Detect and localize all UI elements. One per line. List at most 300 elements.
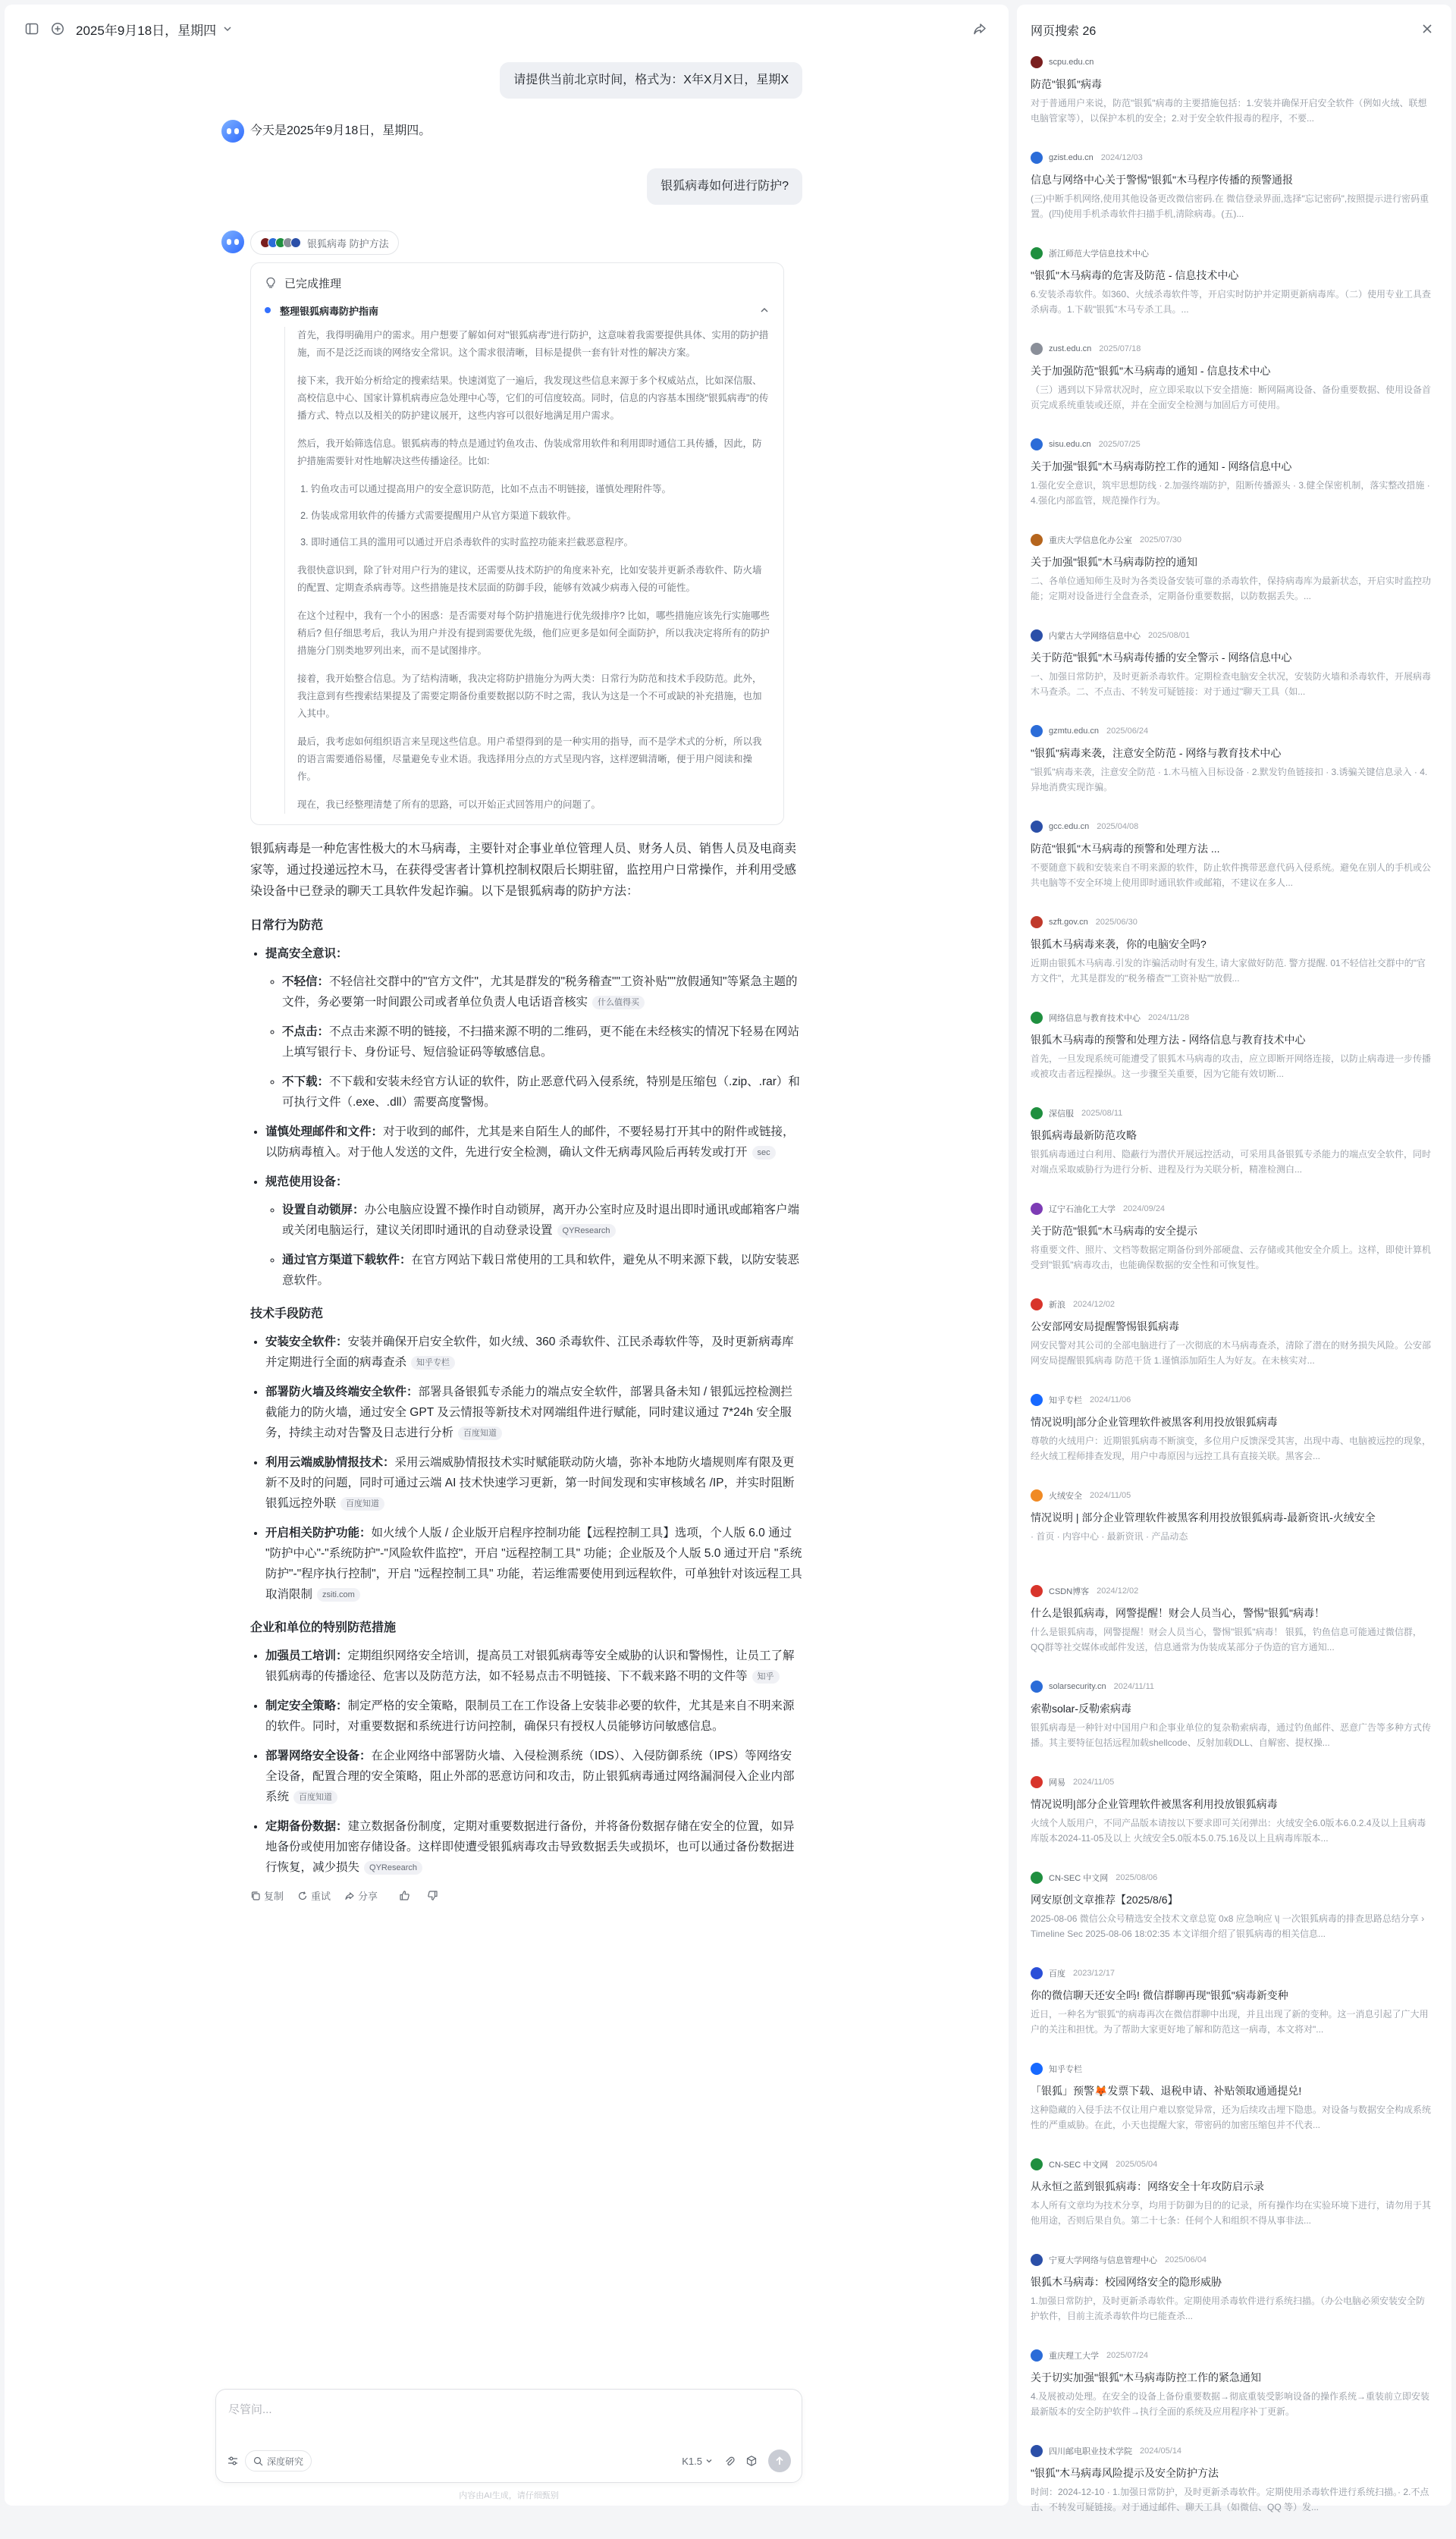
result-date: 2025/07/18 [1099,344,1141,353]
copy-button[interactable] [250,1888,284,1903]
reasoning-paragraph: 首先，我得明确用户的需求。用户想要了解如何对"银狐病毒"进行防护，这意味着我需要提供具体、实用的防护措施，而不是泛泛而谈的网络安全常识。这个需求很清晰，目标是提供一套有针对性的解决方案。 [297,330,769,358]
source-tag[interactable]: zsiti.com [317,1588,360,1602]
search-result-item[interactable] [1031,1392,1432,1488]
answer-intro: 银狐病毒是一种危害性极大的木马病毒，主要针对企事业单位管理人员、财务人员、销售人员及电商卖家等，通过投递远控木马，在获得受害者计算机控制权限后长期驻留，监控用户日常操作，并利用受感染设备中已登录的聊天工具软件发起诈骗。以下是银狐病毒的防护方法： [250,843,797,898]
thumbs-down-button[interactable] [427,1890,441,1901]
result-source: 知乎专栏 [1049,1396,1082,1405]
reasoning-step-label: 整理银狐病毒防护指南 [280,305,379,317]
result-source: scpu.edu.cn [1049,58,1094,67]
answer-sublist-item [282,1072,802,1113]
site-favicon-icon [1031,1012,1043,1024]
composer-right-controls [682,2450,791,2472]
result-meta [1031,1775,1432,1790]
answer-list-item [265,1696,802,1737]
result-snippet: 近日，一种名为"银狐"的病毒再次在微信群聊中出现，并且出现了新的变种。这一消息引起了广大用户的关注和担忧。为了帮助大家更好地了解和防范这一病毒，本文将对"... [1031,2009,1429,2035]
result-title[interactable]: 情况说明|部分企业管理软件被黑客利用投放银狐病毒 [1031,1798,1278,1810]
close-icon[interactable] [1420,21,1435,36]
message-thread [217,53,802,1903]
result-source: zust.edu.cn [1049,344,1092,353]
result-meta [1031,2443,1432,2459]
retry-label: 重试 [311,1891,331,1902]
result-title[interactable]: 关于加强"银狐"木马病毒防控工作的通知 - 网络信息中心 [1031,460,1292,472]
answer-sublist [265,1200,802,1291]
reasoning-list-item: 3. 即时通信工具的滥用可以通过开启杀毒软件的实时监控功能来拦截恶意程序。 [311,534,770,551]
result-meta [1031,819,1432,834]
thumbs-down-icon [427,1890,438,1901]
result-meta [1031,1297,1432,1312]
site-favicon-icon [1031,1681,1043,1693]
result-source: solarsecurity.cn [1049,1682,1106,1691]
reasoning-body [284,327,770,814]
result-date: 2024/11/05 [1090,1491,1131,1500]
user-message [217,168,802,205]
item-label: 通过官方渠道下载软件： [282,1254,412,1266]
reasoning-paragraph: 最后，我考虑如何组织语言来呈现这些信息。用户希望得到的是一种实用的指导，而不是学术式的分析，所以我的语言需要通俗易懂，尽量避免专业术语。我选择用分点的方式呈现内容，这样逻辑清晰，便于用户阅读和操作。 [297,736,762,782]
source-tag[interactable]: 百度知道 [293,1790,337,1804]
result-source: 深信服 [1049,1109,1074,1119]
result-source: CSDN博客 [1049,1587,1090,1596]
top-bar [5,5,1009,53]
result-date: 2024/09/24 [1123,1204,1166,1213]
result-snippet: · 首页 · 内容中心 · 最新资讯 · 产品动态 [1031,1531,1188,1542]
result-source: 内蒙古大学网络信息中心 [1049,632,1141,641]
answer-list-item [265,1172,802,1291]
arrow-up-icon [774,2456,785,2466]
result-source: 网络信息与教育技术中心 [1049,1014,1141,1023]
bulb-icon [265,277,277,289]
search-result-item[interactable] [1031,150,1432,246]
answer-list-item [265,1646,802,1687]
site-favicon-icon [1031,1489,1043,1502]
result-title[interactable]: 信息与网络中心关于警惕"银狐"木马程序传播的预警通报 [1031,174,1293,186]
site-favicon-icon [1031,2063,1043,2075]
search-result-item[interactable] [1031,1679,1432,1775]
result-snippet: 本人所有文章均为技术分享，均用于防御为目的的记录，所有操作均在实验环境下进行，请勿用于其他用途，否则后果自负。第二十七条：任何个人和组织不得从事非法... [1031,2200,1432,2226]
cube-icon[interactable] [745,2455,758,2467]
site-favicon-icon [1031,916,1043,928]
answer-list-item [265,1523,802,1605]
result-source: 网易 [1049,1778,1065,1787]
reasoning-list-item: 1. 钓鱼攻击可以通过提高用户的安全意识防范，比如不点击不明链接，谨慎处理附件等。 [311,481,770,498]
answer-list-item [265,1122,802,1163]
chevron-down-icon [704,2456,714,2465]
result-date: 2024/12/02 [1097,1586,1139,1596]
result-date: 2024/11/06 [1090,1395,1131,1404]
answer-list-item [265,943,802,1113]
share-button[interactable] [344,1888,378,1903]
source-tag[interactable]: 什么值得买 [592,996,645,1009]
source-tag[interactable]: 百度知道 [458,1426,502,1440]
site-favicon-icon [1031,1776,1043,1788]
result-meta [1031,437,1432,452]
site-favicon-icon [1031,2254,1043,2266]
answer-sublist [265,971,802,1113]
answer-body [250,839,802,1878]
site-favicon-icon [1031,1872,1043,1884]
answer-list-item [265,1452,802,1514]
step-dot-icon [265,307,271,313]
result-snippet: "银狐"病毒来袭，注意安全防范 · 1.木马植入目标设备 · 2.默发钓鱼链接扣 · 3.诱骗关键信息录入 · 4.异地消费实现诈骗。 [1031,767,1428,792]
search-result-item[interactable] [1031,1583,1432,1679]
reasoning-header-label: 已完成推理 [284,277,342,290]
search-result-item[interactable] [1031,628,1432,723]
result-meta [1031,2348,1432,2363]
search-result-item[interactable] [1031,246,1432,341]
search-result-item[interactable] [1031,1870,1432,1966]
site-favicon-icon [1031,2349,1043,2362]
result-meta [1031,2157,1432,2172]
reasoning-paragraph: 现在，我已经整理清楚了所有的思路，可以开始正式回答用户的问题了。 [297,799,601,810]
item-text: 建立数据备份制度，定期对重要数据进行备份，并将备份数据存储在安全的位置，如异地备份或使用加密存储设备。这样即使遭受银狐病毒攻击导致数据丢失或损坏，也可以通过备份数据进行恢复，减少损失 [265,1820,795,1874]
composer-toolbar [227,2449,791,2473]
result-source: 重庆大学信息化办公室 [1049,536,1132,545]
share-icon[interactable] [971,20,989,38]
result-date: 2025/04/08 [1097,822,1139,831]
result-meta [1031,1392,1432,1408]
search-result-item[interactable] [1031,2443,1432,2539]
result-source: 宁夏大学网络与信息管理中心 [1049,2256,1157,2265]
result-snippet: 网安民警对其公司的全部电脑进行了一次彻底的木马病毒查杀，清除了潜在的财务损失风险。公安部网安局提醒银狐病毒 防范干货 1.谨慎添加陌生人为好友。在未核实对... [1031,1340,1432,1366]
reasoning-paragraph: 接着，我开始整合信息。为了结构清晰，我决定将防护措施分为两大类：日常行为防范和技术手段防范。此外，我注意到有些搜索结果提及了需要定期备份重要数据以防不时之需，我认为这是一个不可或缺的补充措施，也加入其中。 [297,673,762,719]
search-result-item[interactable] [1031,341,1432,437]
result-date: 2025/08/11 [1081,1109,1123,1118]
search-chip-label: 银狐病毒 防护方法 [307,237,389,250]
assistant-avatar [221,231,244,253]
result-snippet: 将重要文件、照片、文档等数据定期备份到外部硬盘、云存储或其他安全介质上。这样，即使计算机受到"银狐"病毒攻击，也能确保数据的安全性和可恢复性。 [1031,1244,1432,1270]
result-meta [1031,1870,1432,1885]
source-tag[interactable]: 知乎 [752,1670,780,1684]
result-snippet: 银狐病毒是一种针对中国用户和企事业单位的复杂勒索病毒，通过钓鱼邮件、恶意广告等多种方式传播。其主要特征包括远程加载shellcode、反射加载DLL、自解密、提权操... [1031,1722,1432,1748]
result-source: szft.gov.cn [1049,918,1088,927]
result-date: 2025/08/01 [1148,631,1191,640]
assistant-message-text: 今天是2025年9月18日，星期四。 [250,124,431,137]
item-label: 制定安全策略： [265,1699,348,1712]
site-favicon-icon [1031,1967,1043,1979]
result-meta [1031,1679,1432,1694]
search-sources-chip[interactable] [250,231,399,255]
result-meta [1031,915,1432,930]
result-snippet: 不要随意下载和安装来自不明来源的软件，防止软件携带恶意代码入侵系统。避免在别人的手机或公共电脑等不安全环境上使用即时通讯软件或邮箱，不建议在多人... [1031,862,1432,888]
search-result-item[interactable] [1031,1010,1432,1106]
result-snippet: 首先，一旦发现系统可能遭受了银狐木马病毒的攻击，应立即断开网络连接，以防止病毒进一步传播或被攻击者远程操纵。这一步骤至关重要，因为它能有效切断... [1031,1053,1432,1079]
item-label: 安装安全软件： [265,1335,348,1348]
result-source: 浙江师范大学信息技术中心 [1049,250,1149,259]
search-result-item[interactable] [1031,1966,1432,2061]
result-title[interactable]: 关于加强"银狐"木马病毒防控的通知 [1031,556,1197,568]
result-date: 2025/06/04 [1165,2255,1207,2264]
source-tag[interactable]: QYResearch [557,1224,616,1238]
site-favicon-icon [1031,1394,1043,1406]
result-title[interactable]: "银狐"木马病毒的危害及防范 - 信息技术中心 [1031,269,1239,281]
search-result-item[interactable] [1031,2348,1432,2443]
attach-icon[interactable] [724,2455,735,2467]
assistant-message [217,231,802,1903]
site-favicon-icon [1031,534,1043,546]
result-source: 辽宁石油化工大学 [1049,1205,1116,1214]
result-date: 2025/06/30 [1095,918,1138,927]
ai-disclaimer: 内容由AI生成，请仔细甄别 [459,2491,559,2500]
research-icon [253,2456,263,2466]
thumbs-up-button[interactable] [399,1890,413,1901]
item-text: 部署具备银狐专杀能力的端点安全软件，部署具备未知 / 银狐远控检测拦截能力的防火墙，通过安全 GPT 及云情报等新技术对网端组件进行赋能，同时建议通过 7*24h 安全服务，持续主动对告警及日志进行分析 [265,1386,792,1439]
section-heading: 日常行为防范 [250,919,324,932]
answer-list-item [265,1746,802,1807]
item-label: 部署防火墙及终端安全软件： [265,1386,419,1398]
source-tag[interactable]: QYResearch [364,1861,422,1875]
result-title[interactable]: 银狐木马病毒：校园网络安全的隐形威胁 [1031,2276,1222,2288]
item-text: 定期组织网络安全培训，提高员工对银狐病毒等安全威胁的认识和警惕性，让员工了解银狐病毒的传播途径、危害以及防范方法，如不轻易点击不明链接、下不载来路不明的文件等 [265,1649,795,1683]
result-meta [1031,1488,1432,1503]
message-actions [250,1888,802,1903]
search-result-item[interactable] [1031,437,1432,532]
search-result-item[interactable] [1031,2061,1432,2157]
section-heading: 技术手段防范 [250,1307,324,1320]
result-title[interactable]: 关于加强防范"银狐"木马病毒的通知 - 信息技术中心 [1031,365,1271,377]
user-message-text: 请提供当前北京时间，格式为：X年X月X日，星期X [500,62,802,99]
result-snippet: 什么是银狐病毒，网警提醒！财会人员当心，警惕"银狐"病毒！ 银狐，钓鱼信息可能通过微信群，QQ群等社交媒体或邮件发送，信息通常为伪装成某部分子伪造的官方通知... [1031,1627,1422,1652]
result-date: 2024/11/28 [1148,1013,1190,1022]
item-label: 设置自动锁屏： [282,1204,365,1216]
result-title[interactable]: 关于切实加强"银狐"木马病毒防控工作的紧急通知 [1031,2371,1261,2384]
item-label: 部署网络安全设备： [265,1750,372,1762]
result-meta [1031,1010,1432,1025]
result-date: 2024/05/14 [1140,2446,1182,2456]
item-text: 安装并确保开启安全软件，如火绒、360 杀毒软件、江民杀毒软件等，及时更新病毒库并定期进行全面的病毒查杀 [265,1335,794,1369]
chat-input[interactable] [228,2400,789,2418]
user-message-text: 银狐病毒如何进行防护? [647,168,802,205]
model-selector[interactable] [682,2456,714,2467]
search-result-item[interactable] [1031,532,1432,628]
result-title[interactable]: 情况说明|部分企业管理软件被黑客利用投放银狐病毒 [1031,1416,1278,1428]
search-result-item[interactable] [1031,1488,1432,1583]
site-favicon-icon [1031,821,1043,833]
item-text: 在官方网站下载日常使用的工具和软件，避免从不明来源下载，以防安装恶意软件。 [282,1254,800,1287]
result-meta [1031,1966,1432,1981]
result-title[interactable]: 情况说明 | 部分企业管理软件被黑客利用投放银狐病毒-最新资讯-火绒安全 [1031,1511,1376,1524]
search-result-item[interactable] [1031,915,1432,1010]
result-title[interactable]: 关于防范"银狐"木马病毒的安全提示 [1031,1225,1197,1237]
tools-icon[interactable] [227,2455,239,2467]
result-snippet: 2025-08-06 微信公众号精选安全技术文章总览 0x8 应急响应 \| 一次银狐病毒的排查思路总结分享 › Timeline Sec 2025-08-06 18:02:35 本文详细介绍了银狐病毒的相关信息... [1031,1913,1425,1939]
copy-label: 复制 [264,1891,284,1902]
site-favicon-icon [1031,1107,1043,1119]
search-result-item[interactable] [1031,1297,1432,1392]
result-title[interactable]: "银狐"病毒来袭，注意安全防范 - 网络与教育技术中心 [1031,747,1282,759]
new-chat-icon[interactable] [50,21,65,36]
result-title[interactable]: 防范"银狐"木马病毒的预警和处理方法 ... [1031,843,1220,855]
deep-research-toggle[interactable] [245,2450,312,2472]
site-favicon-icon [1031,152,1043,164]
result-source: 百度 [1049,1969,1065,1979]
result-snippet: 对于普通用户来说，防范"银狐"病毒的主要措施包括：1.安装并确保开启安全软件（例如火绒、联想电脑管家等），以保护本机的安全；2.对于安全软件报毒的程序，不要... [1031,98,1427,124]
result-title[interactable]: 什么是银狐病毒，网警提醒！财会人员当心，警惕"银狐"病毒！ [1031,1607,1325,1619]
item-label: 不下载： [282,1075,330,1088]
search-result-item[interactable] [1031,1106,1432,1201]
result-title[interactable]: 银狐病毒最新防范攻略 [1031,1129,1137,1141]
result-meta [1031,532,1432,548]
result-date: 2025/08/06 [1116,1873,1158,1882]
item-text: 不轻信社交群中的"官方文件"，尤其是群发的"税务稽查""工资补贴""放假通知"等紧急主题的文件，务必要第一时间跟公司或者单位负责人电话语音核实 [282,975,798,1009]
item-label: 不点击： [282,1025,330,1038]
search-result-item[interactable] [1031,55,1432,150]
item-label: 利用云端威胁情报技术： [265,1456,395,1469]
reasoning-paragraph: 接下来，我开始分析给定的搜索结果。快速浏览了一遍后，我发现这些信息来源于多个权威站点，比如深信服、高校信息中心、国家计算机病毒应急处理中心等，它们的可信度较高。同时，信息的内容基本围绕"银狐病毒"的传播方式、特点以及相关的防护建议展开，这些内容可以很好地满足用户需求。 [297,375,769,421]
answer-list-item [265,1816,802,1878]
result-snippet: 这种隐藏的入侵手法不仅让用户难以察觉异常，还为后续攻击埋下隐患。对设备与数据安全构成系统性的严重威胁。在此，小天也提醒大家，带密码的加密压缩包并不代表... [1031,2104,1432,2130]
reasoning-paragraph: 然后，我开始筛选信息。银狐病毒的特点是通过钓鱼攻击、伪装成常用软件和利用即时通信工具传播，因此，防护措施需要针对性地解决这些传播途径。比如: [297,438,762,466]
answer-item-title: 提高安全意识： [265,947,348,960]
result-snippet: 1.加强日常防护，及时更新杀毒软件。定期使用杀毒软件进行系统扫描。（办公电脑必须安装安全防护软件，目前主流杀毒软件均已能查杀... [1031,2296,1426,2321]
thumbs-up-icon [399,1890,410,1901]
search-panel-title: 网页搜索 26 [1031,25,1097,38]
result-meta [1031,1201,1432,1216]
result-source: CN-SEC 中文网 [1049,1874,1109,1883]
result-snippet: （三）遇到以下异常状况时，应立即采取以下安全措施：断网隔离设备、备份重要数据、使用设备首页完成系统重装或还原，并在全面安全检测与加固后方可使用。 [1031,384,1432,410]
item-label: 加强员工培训： [265,1649,348,1662]
result-date: 2024/12/03 [1100,153,1143,162]
item-label: 定期备份数据： [265,1820,348,1833]
item-label: 不轻信： [282,975,330,988]
share-label: 分享 [358,1891,378,1902]
result-source: 重庆理工大学 [1049,2352,1099,2361]
site-favicon-icon [1031,438,1043,450]
chat-title[interactable]: 2025年9月18日，星期四 [76,23,217,38]
answer-list [250,943,802,1291]
search-result-item[interactable] [1031,2252,1432,2348]
result-title[interactable]: 银狐木马病毒来袭，你的电脑安全吗? [1031,938,1207,950]
reasoning-paragraph: 我很快意识到，除了针对用户行为的建议，还需要从技术防护的角度来补充，比如安装并更新杀毒软件、防火墙的配置、定期查杀病毒等。这些措施是技术层面的防御手段，能够有效减少病毒入侵的可能性。 [297,565,762,593]
item-text: 制定严格的安全策略，限制员工在工作设备上安装非必要的软件，尤其是来自不明来源的软件。同时，对重要数据和系统进行访问控制，确保只有授权人员能够访问敏感信息。 [265,1699,795,1733]
refresh-icon [297,1891,308,1901]
send-button[interactable] [768,2450,791,2472]
search-results-list [1031,55,1432,2539]
result-date: 2025/07/25 [1098,440,1141,449]
item-text: 在企业网络中部署防火墙、入侵检测系统（IDS）、入侵防御系统（IPS）等网络安全设备，配置合理的安全策略，阻止外部的恶意访问和攻击，防止银狐病毒通过网络漏洞侵入企业内部系统 [265,1750,795,1803]
answer-list [250,1332,802,1605]
result-source: gzmtu.edu.cn [1049,727,1100,736]
result-meta [1031,628,1432,643]
result-snippet: 尊敬的火绒用户：近期银狐病毒不断演变，多位用户反馈深受其害，出现中毒、电脑被远控的现象，经火绒工程师排查发现，用户中毒原因与远控工具有直接关联。黑客会... [1031,1436,1432,1461]
result-meta [1031,2252,1432,2268]
result-meta [1031,1106,1432,1121]
result-date: 2024/12/02 [1073,1300,1116,1309]
deep-research-label: 深度研究 [267,2456,304,2467]
search-result-item[interactable] [1031,1775,1432,1870]
item-text: 如火绒个人版 / 企业版开启程序控制功能【远程控制工具】选项，个人版 6.0 通过 "防护中心"-"系统防护"-"风险软件监控"，开启 "远程控制工具" 功能；企业版及个人版 5.0 通过开启 "系统防护"-"程序执行控制"，开启 "远程控制工具" 功能，若运维需要使用到远程软件，可单独针对该远程工具取消限制 [265,1527,802,1601]
reasoning-list-item: 2. 伪装成常用软件的传播方式需要提醒用户从官方渠道下载软件。 [311,507,770,525]
reasoning-header[interactable] [265,274,770,292]
answer-sublist-item [282,971,802,1012]
search-result-item[interactable] [1031,819,1432,915]
item-text: 不下载和安装未经官方认证的软件，防止恶意代码入侵系统，特别是压缩包（.zip、.rar）和可执行文件（.exe、.dll）需要高度警惕。 [282,1075,800,1109]
retry-button[interactable] [297,1888,331,1903]
result-source: 四川邮电职业技术学院 [1049,2447,1132,2456]
result-date: 2023/12/17 [1073,1969,1116,1978]
site-favicon-icon [1031,343,1043,355]
result-date: 2025/07/30 [1140,535,1182,545]
result-meta [1031,2061,1432,2076]
model-label: K1.5 [682,2455,702,2467]
search-result-item[interactable] [1031,1201,1432,1297]
result-snippet: 近期由银狐木马病毒.引发的诈骗活动时有发生, 请大家做好防范. 警方提醒. 01不轻信社交群中的"官方文件"，尤其是群发的"税务稽查""工资补贴""放假... [1031,958,1426,984]
site-favicon-icon [1031,1203,1043,1215]
answer-sublist-item [282,1200,802,1241]
answer-item-title: 规范使用设备： [265,1175,348,1188]
result-snippet: 1.强化安全意识，筑牢思想防线 · 2.加强终端防护，阻断传播源头 · 3.健全保密机制，落实整改措施 · 4.强化内部监管，规范操作行为。 [1031,480,1430,506]
site-favicon-icon [1031,629,1043,642]
site-favicon-icon [1031,2158,1043,2170]
item-label: 开启相关防护功能： [265,1527,372,1539]
item-text: 采用云端威胁情报技术实时赋能联动防火墙，弥补本地防火墙规则库有限及更新不及时的问题，同时可通过云端 AI 技术快速学习更新，第一时间发现和实审核域名 /IP，并实时阻断银狐远控外联 [265,1456,795,1510]
result-meta [1031,723,1432,739]
reasoning-step[interactable] [265,303,770,318]
result-title[interactable]: 网安原创文章推荐【2025/8/6】 [1031,1894,1178,1906]
result-meta [1031,55,1432,70]
result-title[interactable]: 你的微信聊天还安全吗! 微信群聊再现"银狐"病毒新变种 [1031,1989,1288,2001]
site-favicon-icon [1031,1298,1043,1310]
result-snippet: 6.安装杀毒软件。如360、火绒杀毒软件等，开启实时防护并定期更新病毒库。（二）使用专业工具查杀病毒。1.下载"银狐"木马专杀工具。... [1031,289,1432,315]
site-favicon-icon [1031,725,1043,737]
source-tag[interactable]: 百度知道 [340,1497,384,1511]
message-composer [215,2389,802,2483]
result-snippet: 4.及展被动处理。在安全的设备上备份重要数据→彻底重装受影响设备的操作系统→重装前立即安装最新版本的安全防护软件→执行全面的系统及应用程序补丁更新。 [1031,2391,1430,2417]
result-date: 2025/06/24 [1106,727,1149,736]
chat-panel [5,5,1009,2506]
result-snippet: 时间：2024-12-10 · 1.加强日常防护，及时更新杀毒软件。定期使用杀毒软件进行系统扫描。· 2.不点击、不转发可疑链接。对于通过邮件、聊天工具（如微信、QQ 等）发... [1031,2487,1429,2512]
result-meta [1031,246,1432,261]
result-title[interactable]: 公安部网安局提醒警惕银狐病毒 [1031,1320,1179,1332]
item-label: 谨慎处理邮件和文件： [265,1125,384,1138]
source-tag[interactable]: 知乎专栏 [411,1356,455,1370]
result-snippet: (三)中断手机网络,使用其他设备更改微信密码.在 微信登录界面,选择"忘记密码",按照提示进行密码重置。(四)使用手机杀毒软件扫描手机,清除病毒。(五)... [1031,193,1429,219]
source-tag[interactable]: sec [752,1146,776,1160]
result-date: 2024/11/11 [1113,1682,1155,1691]
result-title[interactable]: 索勒solar-反勒索病毒 [1031,1703,1132,1715]
chevron-down-icon[interactable] [222,24,233,34]
result-source: gcc.edu.cn [1049,822,1090,831]
result-title[interactable]: 关于防范"银狐"木马病毒传播的安全警示 - 网络信息中心 [1031,651,1292,664]
result-title[interactable]: 银狐木马病毒的预警和处理方法 - 网络信息与教育技术中心 [1031,1034,1306,1046]
search-result-item[interactable] [1031,2157,1432,2252]
result-title[interactable]: 防范"银狐"病毒 [1031,78,1102,90]
result-date: 2025/07/24 [1106,2351,1149,2360]
item-text: 对于收到的邮件，尤其是来自陌生人的邮件，不要轻易打开其中的附件或链接，以防病毒植入。对于他人发送的文件，先进行安全检测，确认文件无病毒风险后再转发或打开 [265,1125,795,1159]
answer-list [250,1646,802,1878]
item-text: 不点击来源不明的链接，不扫描来源不明的二维码，更不能在未经核实的情况下轻易在网站上填写银行卡、身份证号、短信验证码等敏感信息。 [282,1025,800,1059]
answer-list-item [265,1332,802,1373]
reasoning-panel [250,262,784,825]
result-date: 2024/11/05 [1073,1778,1115,1787]
web-search-panel [1017,5,1451,2512]
sidebar-toggle-icon[interactable] [24,21,39,36]
result-title[interactable]: 从永恒之蓝到银狐病毒：网络安全十年攻防启示录 [1031,2180,1264,2192]
site-favicon-icon [1031,1585,1043,1597]
result-title[interactable]: "银狐"木马病毒风险提示及安全防护方法 [1031,2467,1219,2479]
reasoning-paragraph: 在这个过程中，我有一个小的困惑：是否需要对每个防护措施进行优先级排序? 比如，哪些措施应该先行实施哪些稍后? 但仔细思考后，我认为用户并没有提到需要优先级，他们应更多是如何全面防护，所以我决定将所有的防护措施分门别类地罗列出来，而不是试图排序。 [297,610,770,656]
result-snippet: 银狐病毒通过白利用、隐蔽行为潜伏开展远控活动，可采用具备银狐专杀能力的端点安全软件，同时对端点采取威胁行为进行分析、进程及行为关联分析，精准检测白... [1031,1149,1432,1175]
result-source: sisu.edu.cn [1049,440,1091,449]
search-result-item[interactable] [1031,723,1432,819]
copy-icon [250,1891,261,1901]
result-title[interactable]: 「银狐」预警🦊发票下载、退税申请、补贴领取通通提兑! [1031,2085,1302,2097]
result-source: CN-SEC 中文网 [1049,2161,1109,2170]
user-message [217,62,802,99]
result-snippet: 一、加强日常防护，及时更新杀毒软件。定期检查电脑安全状况，安装防火墙和杀毒软件，开展病毒木马查杀。二、不点击、不转发可疑链接：对于通过"聊天工具（如... [1031,671,1432,697]
reasoning-list [297,481,770,551]
site-favicon-icon [1031,247,1043,259]
result-meta [1031,150,1432,165]
chevron-up-icon[interactable] [759,305,770,315]
